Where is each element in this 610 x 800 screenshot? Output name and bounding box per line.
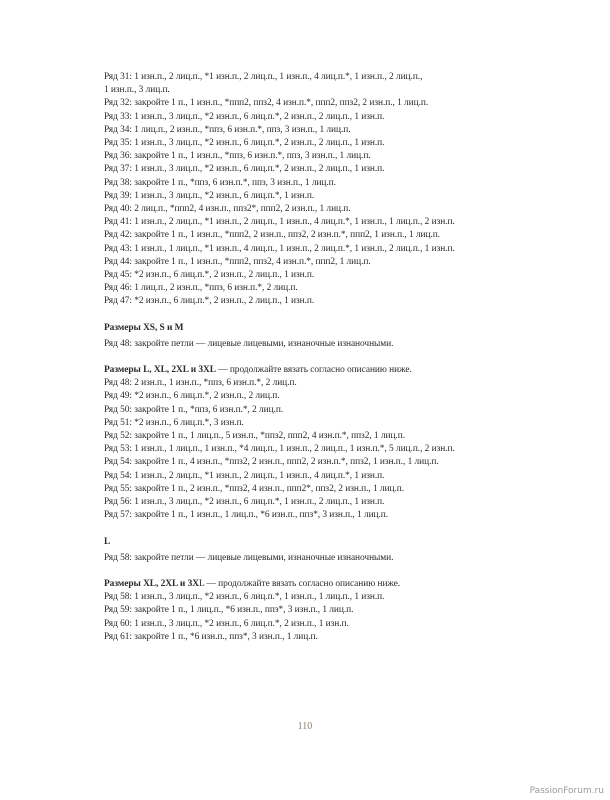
pattern-row: Ряд 56: 1 изн.п., 3 лиц.п., *2 изн.п., 6 лиц.п.*, 1 изн.п., 2 лиц.п., 1 изн.п.	[104, 497, 385, 508]
pattern-row: Ряд 34: 1 лиц.п., 2 изн.п., *ппз, 6 изн.п.*, ппз, 3 изн.п., 1 лиц.п.	[104, 124, 351, 135]
pattern-row: Ряд 40: 2 лиц.п., *ппп2, 4 изн.п., ппз2*, ппп2, 2 изн.п., 1 лиц.п.	[104, 204, 351, 215]
pattern-row: Ряд 31: 1 изн.п., 2 лиц.п., *1 изн.п., 2 лиц.п., 1 изн.п., 4 лиц.п.*, 1 изн.п., 2 лиц.п.,	[104, 72, 423, 82]
pattern-row: Ряд 39: 1 изн.п., 3 лиц.п., *2 изн.п., 6 лиц.п.*, 1 изн.п.	[104, 190, 315, 201]
size-heading-label: Размеры XL, 2XL и 3X	[104, 578, 199, 589]
pattern-row-continuation: 1 изн.п., 3 лиц.п.	[104, 85, 170, 96]
watermark: PassionForum.ru	[529, 786, 604, 796]
size-heading-note: — продолжайте вязать согласно описанию ниже.	[215, 365, 412, 376]
pattern-row: Ряд 44: закройте 1 п., 1 изн.п., *ппп2, ппз2, 4 изн.п.*, ппп2, 1 лиц.п.	[104, 256, 371, 267]
rows-block-48-57	[104, 377, 584, 522]
pattern-row: Ряд 49: *2 изн.п., 6 лиц.п.*, 2 изн.п., 2 лиц.п.	[104, 391, 280, 402]
pattern-row: Ряд 54: закройте 1 п., 4 изн.п., *ппз2, 2 изн.п., ппп2, 2 изн.п.*, ппз2, 1 изн.п., 1 лиц.п.	[104, 457, 439, 468]
pattern-instructions	[104, 71, 584, 644]
pattern-row: Ряд 38: закройте 1 п., *ппз, 6 изн.п.*, ппз, 3 изн.п., 1 лиц.п.	[104, 177, 336, 188]
pattern-row: Ряд 53: 1 изн.п., 1 лиц.п., 1 изн.п., *4 лиц.п., 1 изн.п., 2 лиц.п., 1 изн.п.*, 5 лиц.п., 2 изн.п.	[104, 444, 455, 455]
pattern-row: Ряд 54: 1 изн.п., 2 лиц.п., *1 изн.п., 2 лиц.п., 1 изн.п., 4 лиц.п.*, 1 изн.п.	[104, 470, 385, 481]
pattern-row: Ряд 41: 1 изн.п., 2 лиц.п., *1 изн.п., 2 лиц.п., 1 изн.п., 4 лиц.п.*, 1 изн.п., 1 лиц.п., 2 изн.п.	[104, 217, 455, 228]
pattern-row: Ряд 51: *2 изн.п., 6 лиц.п.*, 3 изн.п.	[104, 417, 244, 428]
pattern-row: Ряд 37: 1 изн.п., 3 лиц.п., *2 изн.п., 6 лиц.п.*, 2 изн.п., 2 лиц.п., 1 изн.п.	[104, 164, 385, 175]
pattern-row: Ряд 58: 1 изн.п., 3 лиц.п., *2 изн.п., 6 лиц.п.*, 1 изн.п., 1 лиц.п., 1 изн.п.	[104, 592, 385, 603]
size-heading-l-xl-2xl-3xl	[104, 364, 584, 377]
pattern-row: Ряд 32: закройте 1 п., 1 изн.п., *ппп2, ппз2, 4 изн.п.*, ппп2, ппз2, 2 изн.п., 1 лиц.п.	[104, 98, 429, 109]
pattern-row: Ряд 58: закройте петли — лицевые лицевыми, изнаночные изнаночными.	[104, 552, 394, 563]
pattern-row: Ряд 48: 2 изн.п., 1 изн.п., *ппз, 6 изн.п.*, 2 лиц.п.	[104, 378, 297, 389]
size-heading-xl-2xl-3xl	[104, 578, 584, 591]
size-heading-label: Размеры L, XL, 2XL и 3XL	[104, 365, 216, 376]
pattern-row: Ряд 35: 1 изн.п., 3 лиц.п., *2 изн.п., 6 лиц.п.*, 2 изн.п., 2 лиц.п., 1 изн.п.	[104, 138, 385, 149]
pattern-row: Ряд 43: 1 изн.п., 1 лиц.п., *1 изн.п., 4 лиц.п., 1 изн.п., 2 лиц.п.*, 1 изн.п., 2 лиц.п., 1 изн.п.	[104, 243, 455, 254]
pattern-row: Ряд 50: закройте 1 п., *ппз, 6 изн.п.*, 2 лиц.п.	[104, 404, 284, 415]
pattern-row: Ряд 48: закройте петли — лицевые лицевыми, изнаночные изнаночными.	[104, 338, 394, 349]
pattern-row: Ряд 47: *2 изн.п., 6 лиц.п.*, 2 изн.п., 2 лиц.п., 1 изн.п.	[104, 296, 315, 307]
pattern-row: Ряд 36: закройте 1 п., 1 изн.п., *ппз, 6 изн.п.*, ппз, 3 изн.п., 1 лиц.п.	[104, 151, 371, 162]
pattern-row: Ряд 46: 1 лиц.п., 2 изн.п., *ппз, 6 изн.п.*, 2 лиц.п.	[104, 283, 298, 294]
pattern-row: Ряд 57: закройте 1 п., 1 изн.п., 1 лиц.п., *6 изн.п., ппз*, 3 изн.п., 1 лиц.п.	[104, 510, 389, 521]
rows-block-31-47	[104, 71, 584, 309]
page-number: 110	[297, 721, 313, 732]
size-heading-note: L — продолжайте вязать согласно описанию ниже.	[198, 578, 401, 589]
pattern-row: Ряд 45: *2 изн.п., 6 лиц.п.*, 2 изн.п., 2 лиц.п., 1 изн.п.	[104, 270, 315, 281]
pattern-row: Ряд 61: закройте 1 п., *6 изн.п., ппз*, 3 изн.п., 1 лиц.п.	[104, 631, 318, 642]
pattern-row: Ряд 60: 1 изн.п., 3 лиц.п., *2 изн.п., 6 лиц.п.*, 2 изн.п., 1 изн.п.	[104, 618, 349, 629]
pattern-row: Ряд 33: 1 изн.п., 3 лиц.п., *2 изн.п., 6 лиц.п.*, 2 изн.п., 2 лиц.п., 1 изн.п.	[104, 111, 385, 122]
pattern-row: Ряд 42: закройте 1 п., 1 изн.п., *ппп2, 2 изн.п., ппз2, 2 изн.п.*, ппп2, 1 изн.п., 1 лиц.п.	[104, 230, 440, 241]
pattern-row: Ряд 59: закройте 1 п., 1 лиц.п., *6 изн.п., ппз*, 3 изн.п., 1 лиц.п.	[104, 605, 354, 616]
pattern-row: Ряд 52: закройте 1 п., 1 лиц.п., 5 изн.п., *ппз2, ппп2, 4 изн.п.*, ппз2, 1 лиц.п.	[104, 431, 405, 442]
pattern-row: Ряд 55: закройте 1 п., 2 изн.п., *ппз2, 4 изн.п., ппп2*, ппз2, 2 изн.п., 1 лиц.п.	[104, 483, 405, 494]
size-heading-l: L	[104, 536, 111, 547]
rows-block-58-61	[104, 591, 584, 644]
size-heading-xs-s-m: Размеры XS, S и M	[104, 322, 184, 333]
